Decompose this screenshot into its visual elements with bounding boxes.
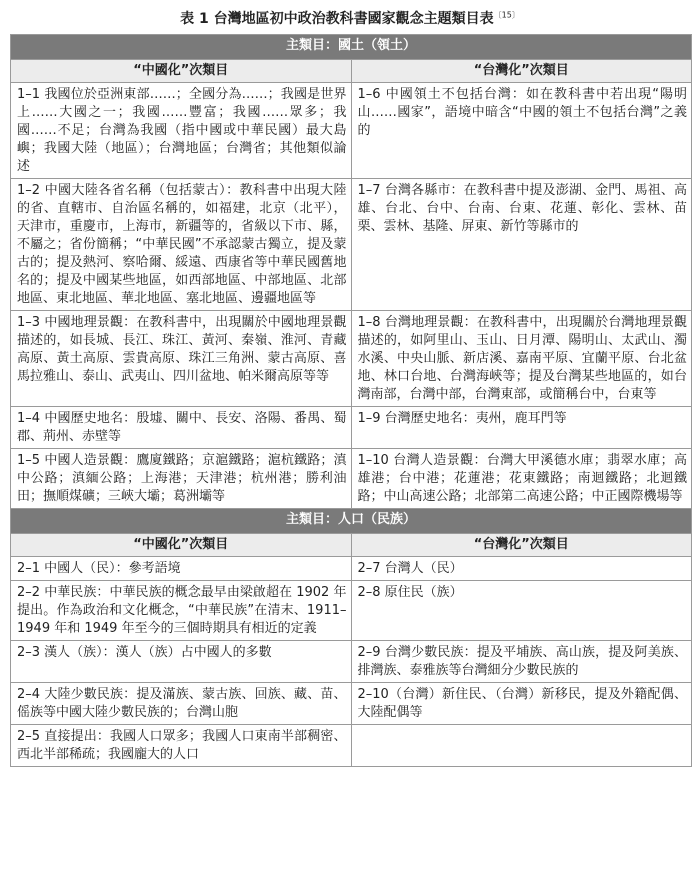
table-row [11, 557, 692, 581]
table-row [11, 83, 692, 179]
column-header-row [11, 534, 692, 557]
column-header-row [11, 60, 692, 83]
cell-china: 1–5 中國人造景觀：鷹廈鐵路；京滬鐵路；滬杭鐵路；滇中公路；滇緬公路；上海港；天津港；杭州港；勝利油田；撫順煤礦；三峽大壩；葛洲壩等 [11, 449, 352, 509]
cell-china: 2–1 中國人（民）：參考語境 [11, 557, 352, 581]
cell-china: 2–2 中華民族：中華民族的概念最早由梁啟超在 1902 年提出。作為政治和文化概念，“中華民族”在清末、1911–1949 年和 1949 年至今的三個時期具有相近的定義 [11, 581, 352, 641]
table-row [11, 581, 692, 641]
cell-china: 1–3 中國地理景觀：在教科書中，出現關於中國地理景觀描述的，如長城、長江、珠江、黃河、秦嶺、淮河、青藏高原、黃土高原、雲貴高原、珠江三角洲、蒙古高原、喜馬拉雅山、泰山、武夷山、四川盆地、帕米爾高原等等 [11, 311, 352, 407]
cell-china: 2–5 直接提出：我國人口眾多；我國人口東南半部稠密、西北半部稀疏；我國龐大的人口 [11, 725, 352, 767]
cell-taiwan: 2–10（台灣）新住民、（台灣）新移民，提及外籍配偶、大陸配偶等 [351, 683, 692, 725]
column-header-taiwan: “台灣化”次類目 [351, 534, 692, 557]
cell-taiwan: 1–10 台灣人造景觀：台灣大甲溪德水庫；翡翠水庫；高雄港；台中港；花蓮港；花東鐵路；南迴鐵路；北迴鐵路；中山高速公路；北部第二高速公路；中正國際機場等 [351, 449, 692, 509]
table-caption [0, 0, 700, 27]
cell-taiwan: 1–9 台灣歷史地名：夷州，鹿耳門等 [351, 407, 692, 449]
cell-taiwan [351, 725, 692, 767]
cell-china: 1–1 我國位於亞洲東部……；全國分為……；我國是世界上……大國之一；我國……豐富；我國……眾多；我國……不足；台灣為我國（指中國或中華民國）最大島嶼；我國大陸（地區）；台灣地區；台灣省；其他類似論述 [11, 83, 352, 179]
cell-taiwan: 2–7 台灣人（民） [351, 557, 692, 581]
cell-taiwan: 2–8 原住民（族） [351, 581, 692, 641]
theme-category-table [10, 34, 692, 767]
column-header-china: “中國化”次類目 [11, 534, 352, 557]
cell-taiwan: 1–7 台灣各縣市：在教科書中提及澎湖、金門、馬祖、高雄、台北、台中、台南、台東、花蓮、彰化、雲林、苗栗、雲林、基隆、屏東、新竹等縣市的 [351, 179, 692, 311]
column-header-taiwan: “台灣化”次類目 [351, 60, 692, 83]
column-header-china: “中國化”次類目 [11, 60, 352, 83]
section-header-row [11, 509, 692, 534]
cell-taiwan: 1–8 台灣地理景觀：在教科書中，出現關於台灣地理景觀描述的，如阿里山、玉山、日月潭、陽明山、太武山、濁水溪、中央山脈、新店溪、嘉南平原、宜蘭平原、台北盆地、林口台地、台灣海峽等；提及台灣某些地區的，如台灣南部，台灣中部，台灣東部，或簡稱台中，台東等 [351, 311, 692, 407]
table-row [11, 407, 692, 449]
section-header-row [11, 35, 692, 60]
reference-marker: 〔15〕 [493, 10, 520, 20]
table-row [11, 641, 692, 683]
cell-taiwan: 2–9 台灣少數民族：提及平埔族、高山族，提及阿美族、排灣族、泰雅族等台灣細分少數民族的 [351, 641, 692, 683]
section-title: 主類目：國土（領土） [11, 35, 692, 60]
section-title: 主類目：人口（民族） [11, 509, 692, 534]
table-row [11, 311, 692, 407]
table-row [11, 179, 692, 311]
table-row [11, 449, 692, 509]
cell-china: 1–4 中國歷史地名：殷墟、關中、長安、洛陽、番禺、蜀郡、荊州、赤壁等 [11, 407, 352, 449]
table-title: 表 1 台灣地區初中政治教科書國家觀念主題類目表 [180, 11, 494, 27]
table-row [11, 683, 692, 725]
table-row [11, 725, 692, 767]
cell-china: 2–4 大陸少數民族：提及滿族、蒙古族、回族、藏、苗、傜族等中國大陸少數民族的；台灣山胞 [11, 683, 352, 725]
cell-taiwan: 1–6 中國領土不包括台灣：如在教科書中若出現“陽明山……國家”，語境中暗含“中國的領土不包括台灣”之義的 [351, 83, 692, 179]
cell-china: 1–2 中國大陸各省名稱（包括蒙古）：教科書中出現大陸的省、直轄市、自治區名稱的，如福建，北京（北平），天津市，重慶市，上海市，新疆等的，省級以下市、縣，不屬之；省份簡稱；“中華民國”不承認蒙古獨立，提及蒙古的；提及熱河、察哈爾、綏遠、西康省等中華民國舊地名的；提及中國某些地區，如西部地區、中部地區、北部地區、東北地區、華北地區、塞北地區、邊疆地區等 [11, 179, 352, 311]
cell-china: 2–3 漢人（族）：漢人（族）占中國人的多數 [11, 641, 352, 683]
